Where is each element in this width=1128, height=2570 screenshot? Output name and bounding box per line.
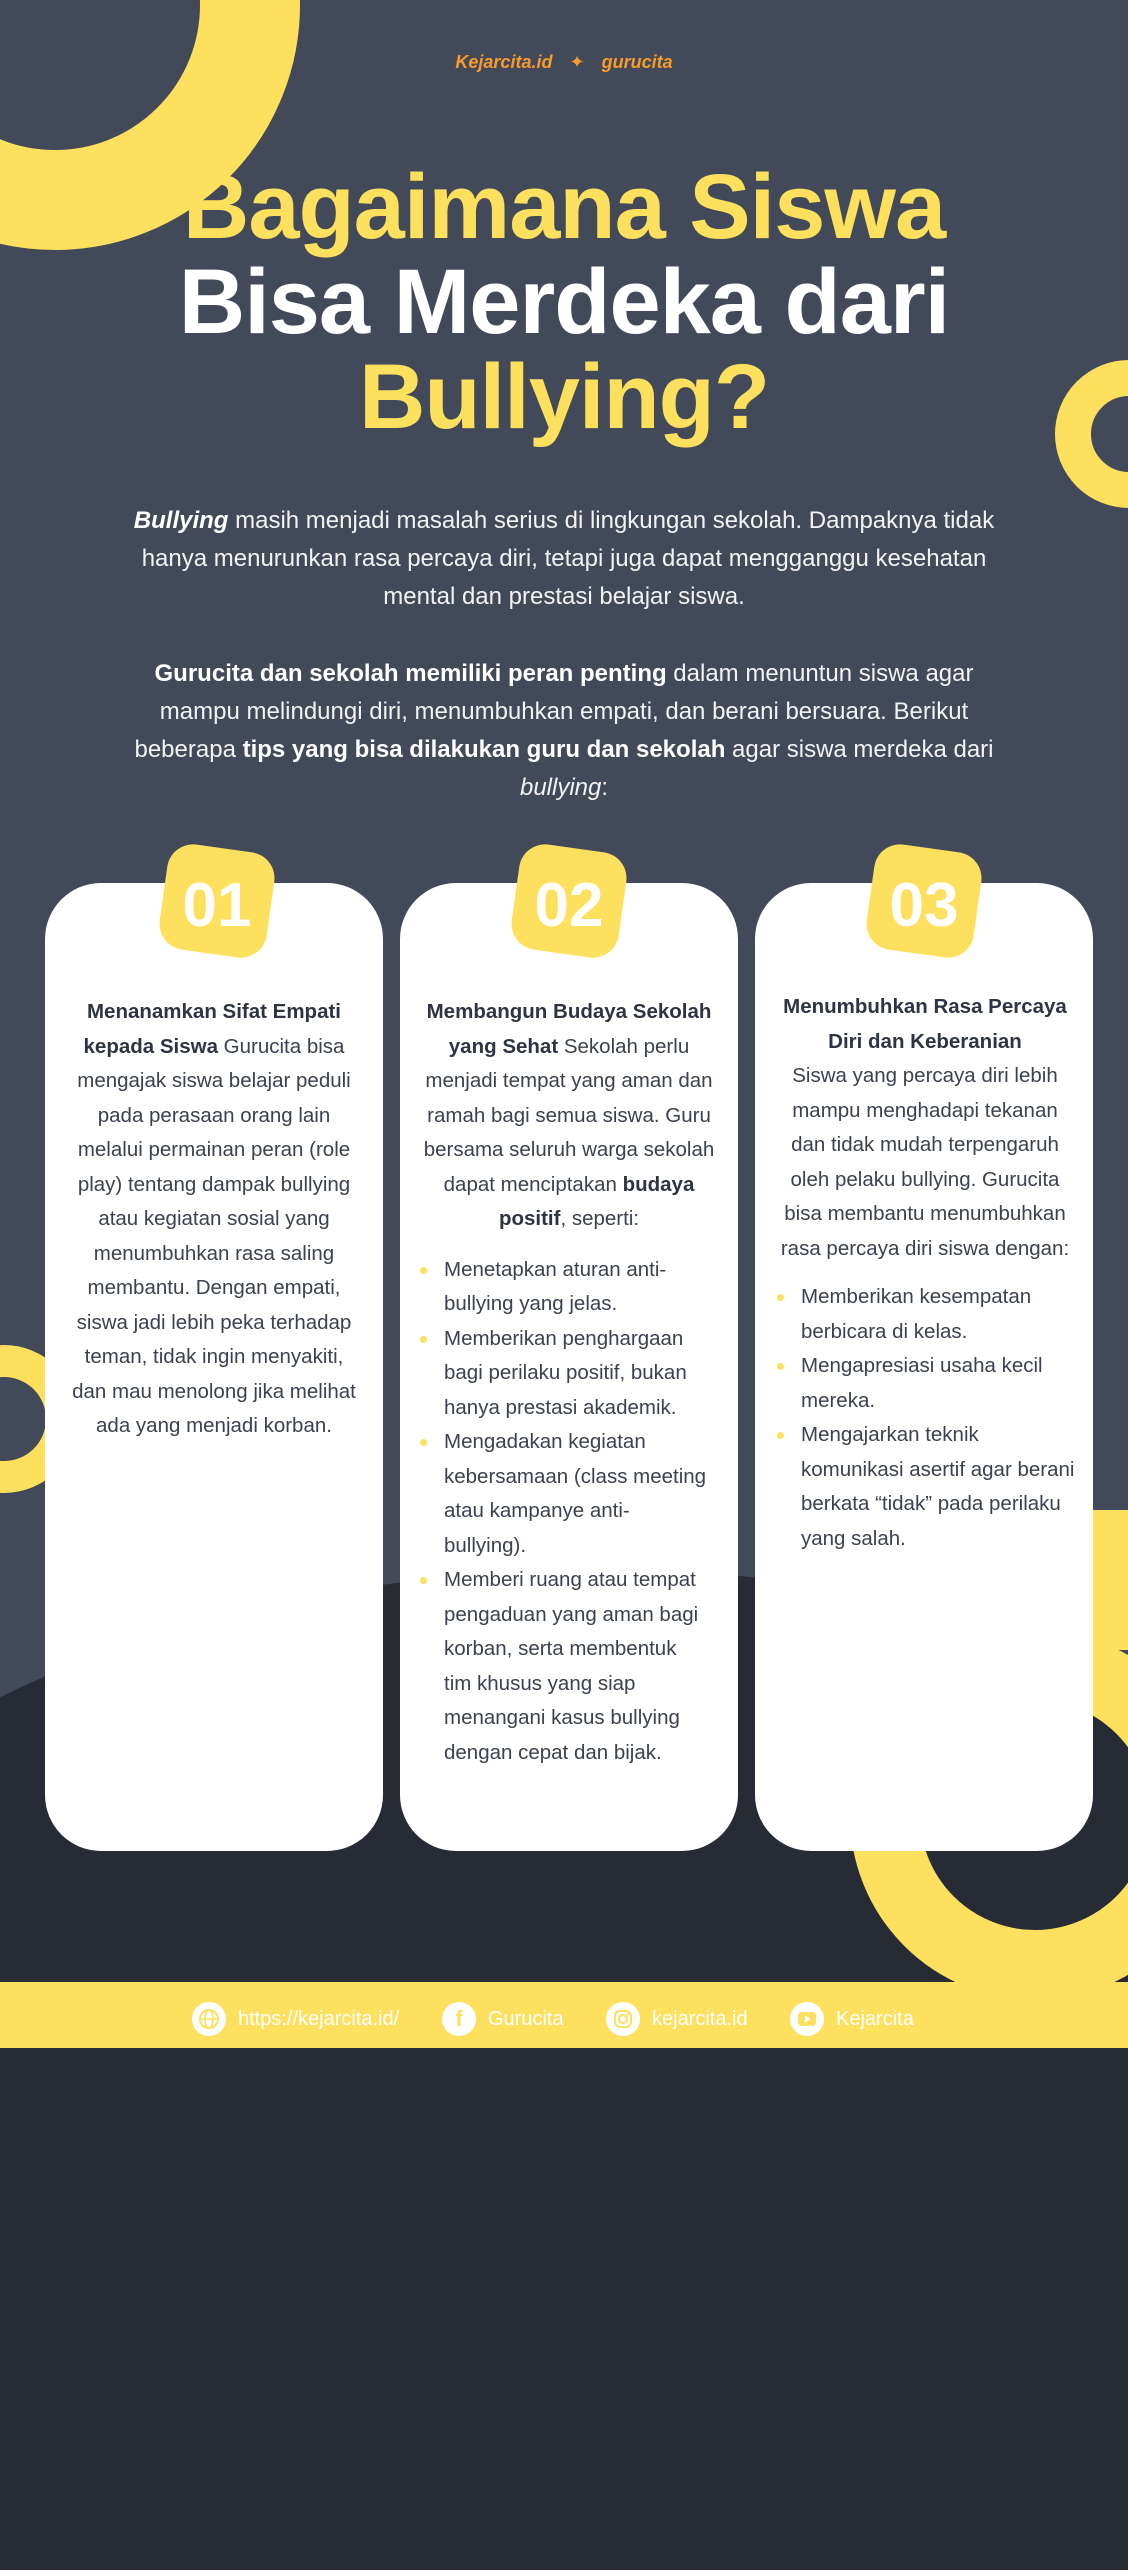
footer-instagram-link[interactable] (606, 2001, 748, 2037)
gurucita-logo: gurucita (601, 52, 673, 72)
tip-body-bold-2: budaya positif (498, 1172, 695, 1230)
tip-heading-3: Menumbuhkan Rasa Percaya Diri dan Keberanian (783, 995, 1067, 1053)
intro-text-2: dalam menuntun siswa agar mampu melindungi diri, menumbuhkan empati, dan berani bersuara. Berikut beberapa (134, 660, 974, 763)
tip-body-3: Siswa yang percaya diri lebih mampu menghadapi tekanan dan tidak mudah terpengaruh oleh pelaku bullying. Gurucita bisa membantu menumbuhkan rasa percaya diri siswa dengan: (780, 1064, 1070, 1260)
list-item: Mengapresiasi usaha kecil mereka. (775, 1349, 1075, 1418)
footer-website-link[interactable] (192, 2001, 399, 2037)
globe-icon (192, 2002, 226, 2036)
facebook-icon: f (442, 2002, 476, 2036)
intro-emphasis-2: bullying (519, 774, 602, 801)
tip-body-end-2: , seperti: (560, 1207, 640, 1230)
instagram-icon (606, 2002, 640, 2036)
tip-text-2 (418, 995, 720, 1770)
intro-text: masih menjadi masalah serius di lingkungan sekolah. Dampaknya tidak hanya menurunkan rasa percaya diri, tetapi juga dapat mengganggu kesehatan mental dan prestasi belajar siswa. (141, 507, 995, 610)
youtube-icon (790, 2002, 824, 2036)
intro-emphasis: Bullying (133, 507, 229, 534)
footer-youtube-text: Kejarcita (836, 2007, 914, 2030)
footer-facebook-text: Gurucita (488, 2007, 564, 2030)
tip-body-1: Gurucita bisa mengajak siswa belajar peduli pada perasaan orang lain melalui permainan peran (role play) tentang dampak bullying atau kegiatan sosial yang menumbuhkan rasa saling membantu. Dengan empati, siswa jadi lebih peka terhadap teman, tidak ingin menyakiti, dan mau menolong jika melihat ada yang menjadi korban. (72, 1034, 356, 1437)
intro-paragraph-2 (120, 655, 1008, 807)
footer-bar (0, 1982, 1128, 2048)
tip-text-3 (775, 990, 1075, 1556)
footer-website-text: https://kejarcita.id/ (238, 2007, 400, 2030)
title-line-2: Bisa Merdeka dari (178, 251, 950, 353)
list-item: Menetapkan aturan anti-bullying yang jelas. (418, 1253, 708, 1322)
tip-text-1 (68, 995, 360, 1444)
logo-separator: ✦ (569, 52, 585, 72)
footer-youtube-link[interactable] (790, 2001, 914, 2037)
kejarcita-logo: Kejarcita.id (455, 52, 553, 72)
tip-body-2: Sekolah perlu menjadi tempat yang aman dan ramah bagi semua siswa. Guru bersama seluruh warga sekolah dapat menciptakan (423, 1034, 715, 1196)
intro-paragraph-1 (120, 502, 1008, 616)
list-item: Mengajarkan teknik komunikasi asertif agar berani berkata “tidak” pada perilaku yang salah. (775, 1418, 1075, 1556)
list-item: Memberikan kesempatan berbicara di kelas. (775, 1280, 1075, 1349)
tip-list-3 (775, 1280, 1075, 1556)
tip-heading-1: Menanamkan Sifat Empati kepada Siswa (83, 1000, 342, 1058)
intro-bold-2: tips yang bisa dilakukan guru dan sekolah (242, 736, 726, 763)
list-item: Mengadakan kegiatan kebersamaan (class meeting atau kampanye anti-bullying). (418, 1425, 708, 1563)
tip-number-2: 02 (534, 871, 604, 940)
intro-bold-1: Gurucita dan sekolah memiliki peran penting (154, 660, 667, 687)
tip-heading-2: Membangun Budaya Sekolah yang Sehat (426, 1000, 712, 1058)
title-line-3: Bullying? (358, 346, 770, 448)
page-title (0, 156, 1128, 448)
list-item: Memberikan penghargaan bagi perilaku positif, bukan hanya prestasi akademik. (418, 1322, 708, 1426)
tip-number-3: 03 (889, 871, 959, 940)
footer-facebook-link[interactable] (442, 2001, 564, 2037)
tip-list-2 (418, 1253, 708, 1771)
footer-instagram-text: kejarcita.id (652, 2007, 748, 2030)
intro-text-4: : (601, 774, 609, 801)
tip-number-1: 01 (182, 871, 252, 940)
list-item: Memberi ruang atau tempat pengaduan yang aman bagi korban, serta membentuk tim khusus yang siap menangani kasus bullying dengan cepat dan bijak. (418, 1563, 708, 1770)
brand-logos (0, 52, 1128, 73)
title-line-1: Bagaimana Siswa (182, 156, 946, 258)
intro-text-3: agar siswa merdeka dari (725, 736, 994, 763)
